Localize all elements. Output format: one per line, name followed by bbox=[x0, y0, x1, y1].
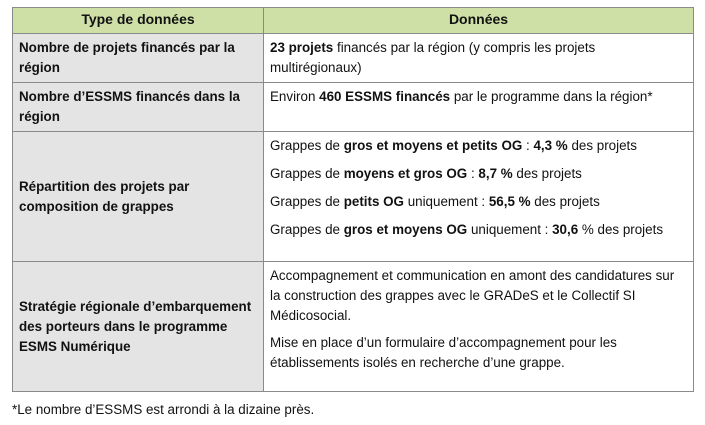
row-label: Nombre d’ESSMS financés dans la région bbox=[13, 83, 264, 132]
row-value bbox=[264, 132, 694, 262]
line-text: Grappes de bbox=[270, 138, 344, 153]
line-text: % des projets bbox=[578, 222, 664, 237]
line-text: Grappes de bbox=[270, 194, 344, 209]
header-type-de-donnees: Type de données bbox=[13, 8, 264, 34]
line-text: uniquement : bbox=[467, 222, 553, 237]
line-percent: 56,5 % bbox=[488, 194, 531, 209]
line-text: uniquement : bbox=[403, 194, 489, 209]
data-table bbox=[12, 7, 694, 392]
line-percent: 4,3 % bbox=[533, 138, 568, 153]
line-bold: gros et moyens OG bbox=[343, 222, 468, 237]
row-value bbox=[264, 83, 694, 132]
line-text: des projets bbox=[530, 194, 600, 209]
table-row bbox=[13, 262, 694, 392]
grappe-line bbox=[270, 220, 687, 240]
row-label: Stratégie régionale d’embarquement des porteurs dans le programme ESMS Numérique bbox=[13, 262, 264, 392]
line-bold: petits OG bbox=[343, 194, 404, 209]
table-row bbox=[13, 34, 694, 83]
value-bold: 460 ESSMS financés bbox=[319, 89, 451, 104]
row-value bbox=[264, 262, 694, 392]
value-text: par le programme dans la région* bbox=[450, 89, 653, 104]
line-text: des projets bbox=[567, 138, 637, 153]
value-prefix: Environ bbox=[270, 89, 320, 104]
line-text: Grappes de bbox=[270, 166, 344, 181]
table-row bbox=[13, 132, 694, 262]
grappe-line bbox=[270, 164, 687, 184]
row-label: Répartition des projets par composition de grappes bbox=[13, 132, 264, 262]
table-header-row bbox=[13, 8, 694, 34]
line-bold: gros et moyens et petits OG bbox=[343, 138, 523, 153]
strategy-paragraph: Accompagnement et communication en amont des candidatures sur la construction des grappes avec le GRADeS et le Collectif SI Médicosocial. bbox=[270, 268, 675, 323]
grappe-line bbox=[270, 136, 687, 156]
strategy-paragraph: Mise en place d’un formulaire d’accompagnement pour les établissements isolés en recherche d’une grappe. bbox=[270, 335, 617, 370]
row-value bbox=[264, 34, 694, 83]
line-percent: 8,7 % bbox=[478, 166, 513, 181]
line-text: Grappes de bbox=[270, 222, 344, 237]
header-donnees: Données bbox=[264, 8, 694, 34]
line-text: des projets bbox=[512, 166, 582, 181]
grappe-line bbox=[270, 192, 687, 212]
footnote: *Le nombre d’ESSMS est arrondi à la dizaine près. bbox=[12, 402, 315, 417]
table-row bbox=[13, 83, 694, 132]
line-text: : bbox=[522, 138, 534, 153]
line-text: : bbox=[467, 166, 479, 181]
value-text: financés par la région (y compris les projets multirégionaux) bbox=[270, 40, 596, 75]
value-bold: 23 projets bbox=[270, 40, 334, 55]
line-percent: 30,6 bbox=[552, 222, 579, 237]
row-label: Nombre de projets financés par la région bbox=[13, 34, 264, 83]
line-bold: moyens et gros OG bbox=[343, 166, 468, 181]
